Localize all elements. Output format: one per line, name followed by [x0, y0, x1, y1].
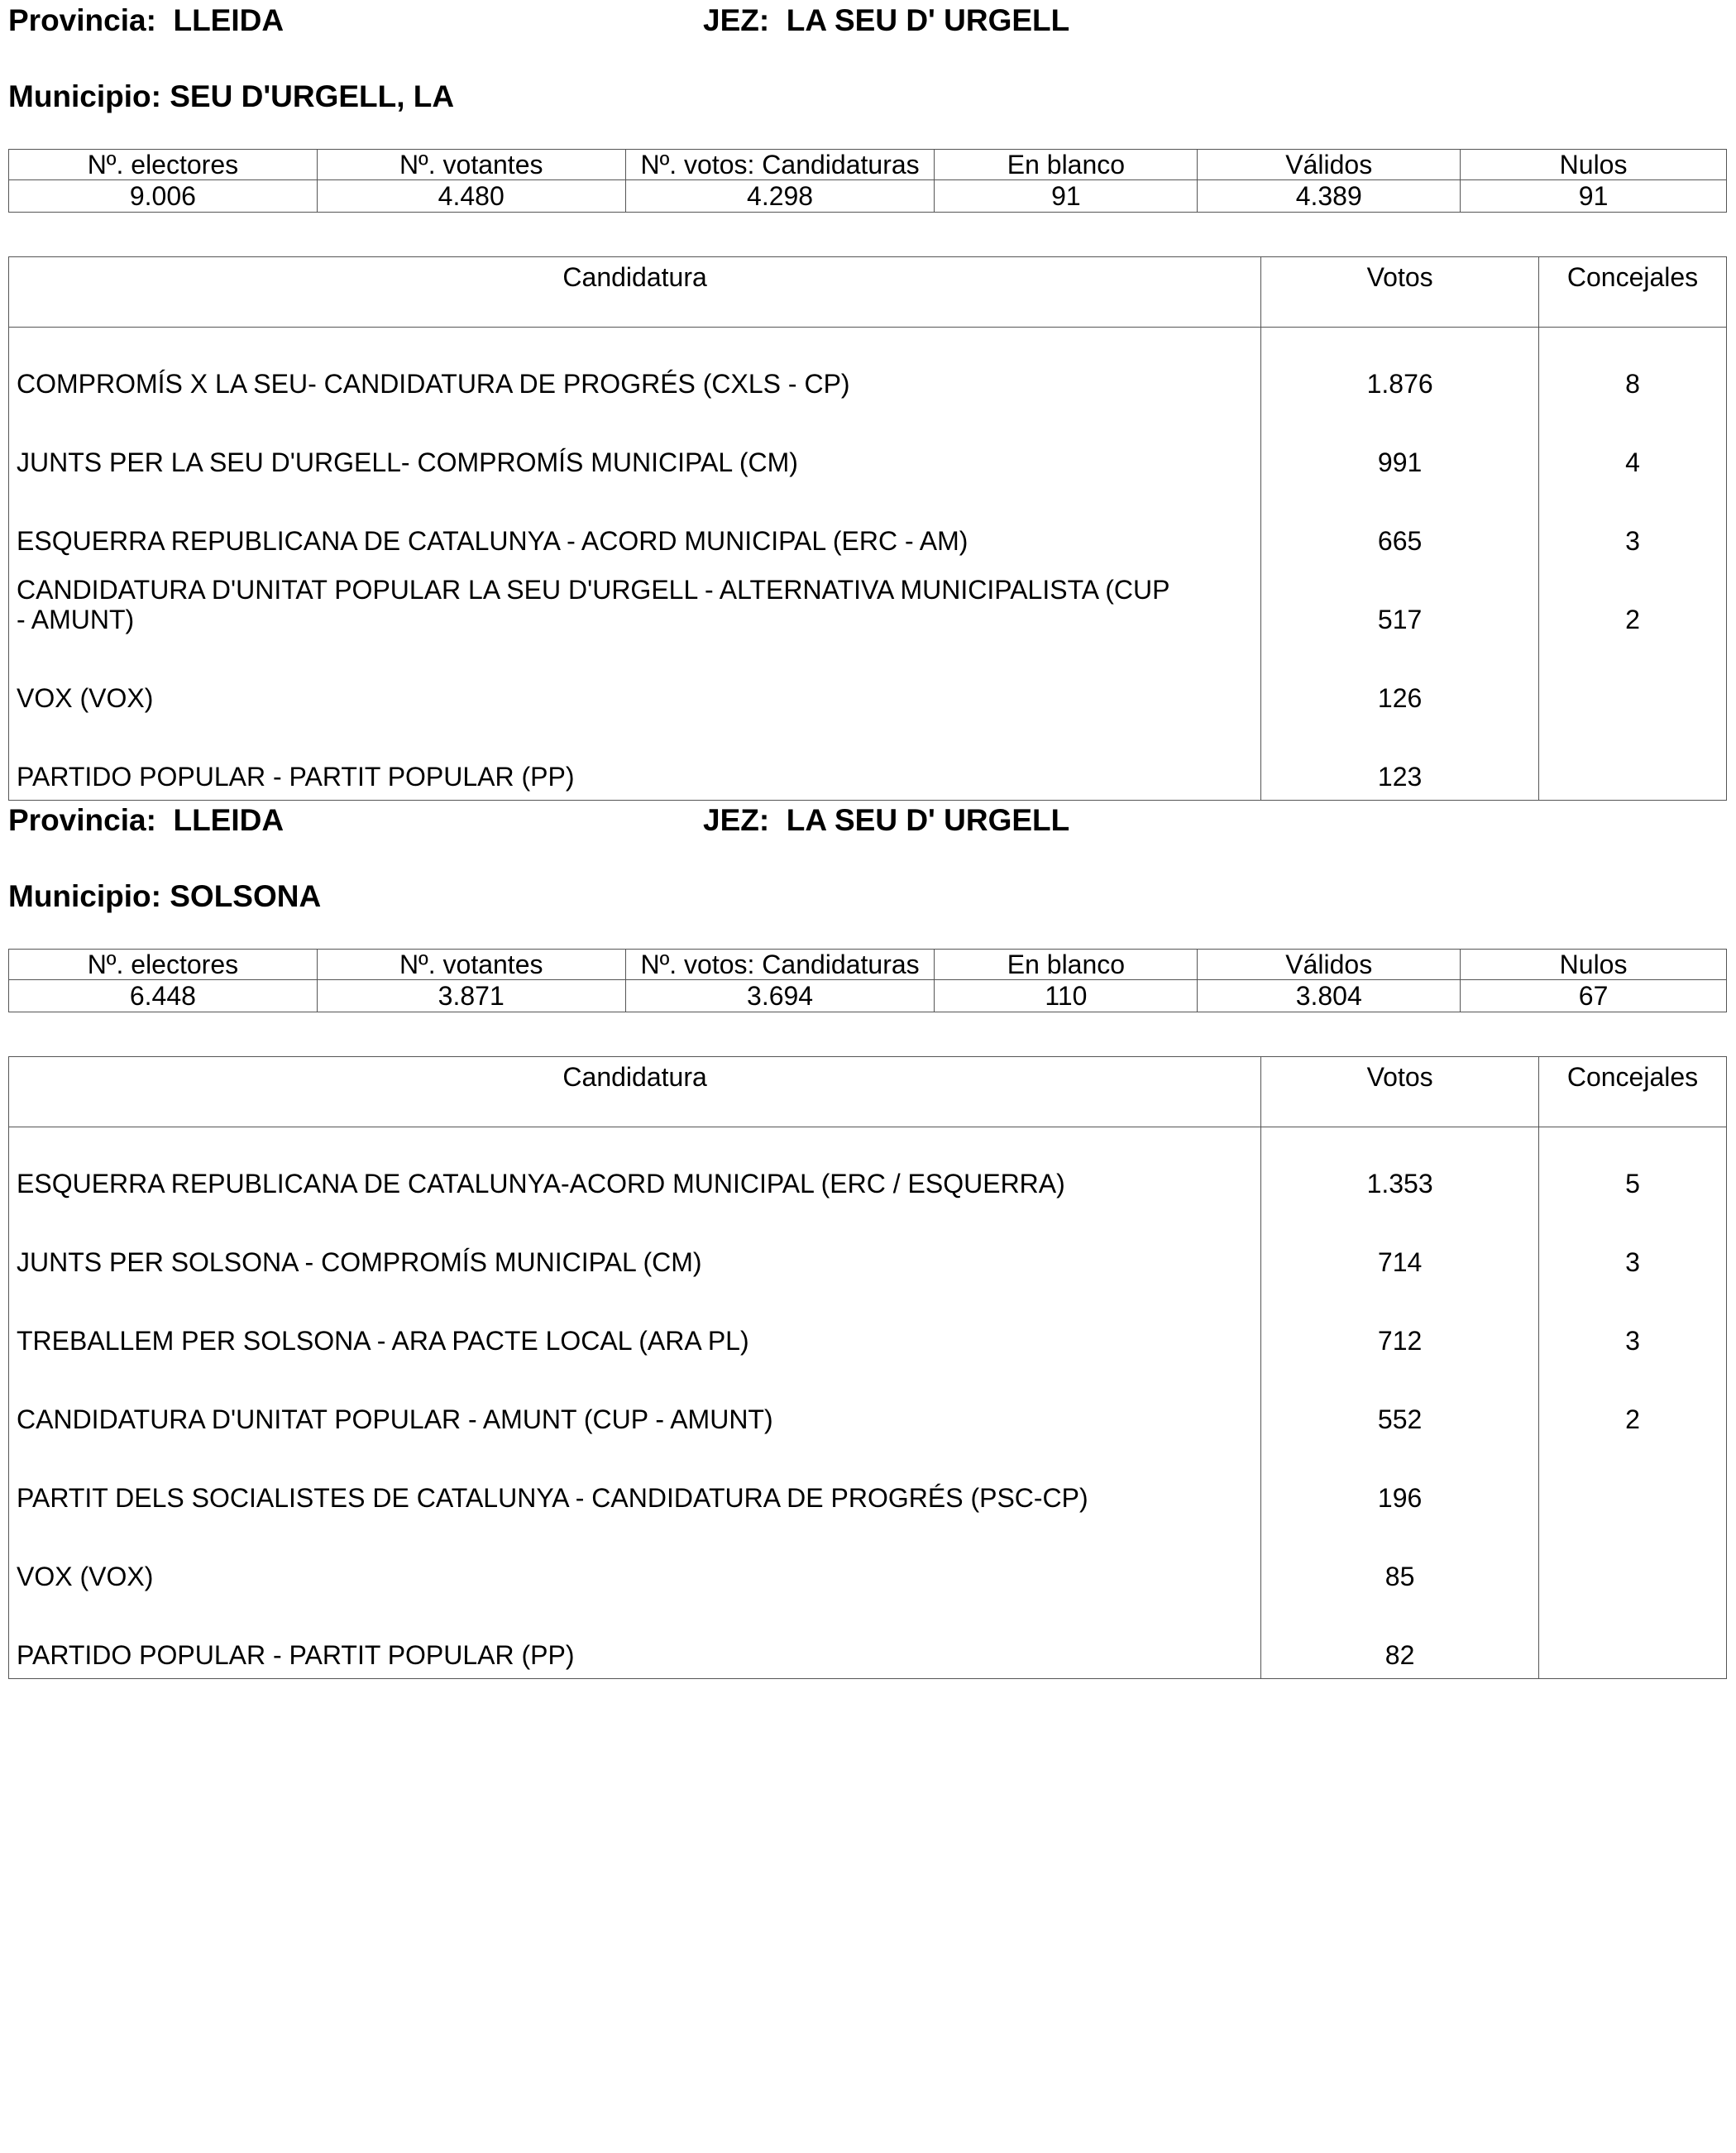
value-votos-candidaturas: 3.694	[625, 980, 935, 1012]
candidatura-votos: 82	[1261, 1600, 1539, 1679]
candidatura-name: JUNTS PER SOLSONA - COMPROMÍS MUNICIPAL (CM)	[17, 1247, 702, 1277]
table-row	[9, 643, 1727, 721]
candidatura-concejales: 2	[1539, 1364, 1727, 1443]
municipio-section	[8, 0, 1727, 798]
candidatura-votos: 1.876	[1261, 328, 1539, 408]
candidatura-votos: 196	[1261, 1443, 1539, 1521]
header-candidatura: Candidatura	[9, 257, 1261, 328]
summary-value-row	[9, 980, 1727, 1012]
table-row	[9, 486, 1727, 564]
provincia-heading	[8, 0, 284, 41]
value-votantes: 3.871	[317, 980, 625, 1012]
provincia-label: Provincia:	[8, 3, 156, 37]
candidatura-name: PARTIDO POPULAR - PARTIT POPULAR (PP)	[17, 762, 575, 792]
candidatura-concejales: 2	[1539, 564, 1727, 643]
value-en-blanco: 110	[935, 980, 1198, 1012]
summary-header-row	[9, 950, 1727, 980]
value-nulos: 91	[1461, 180, 1727, 213]
header-votos: Votos	[1261, 257, 1539, 328]
jez-label: JEZ:	[703, 803, 770, 837]
candidatura-name: ESQUERRA REPUBLICANA DE CATALUNYA - ACORD MUNICIPAL (ERC - AM)	[17, 526, 968, 556]
candidatura-concejales: 8	[1539, 328, 1727, 408]
header-electores: Nº. electores	[9, 950, 318, 980]
header-votantes: Nº. votantes	[317, 150, 625, 180]
candidatura-concejales	[1539, 643, 1727, 721]
summary-header-row	[9, 150, 1727, 180]
header-votos: Votos	[1261, 1057, 1539, 1127]
header-en-blanco: En blanco	[935, 150, 1198, 180]
header-concejales: Concejales	[1539, 1057, 1727, 1127]
candidatura-concejales	[1539, 1600, 1727, 1679]
header-validos: Válidos	[1198, 150, 1461, 180]
municipio-label: Municipio:	[8, 79, 161, 113]
jez-value: LA SEU D' URGELL	[786, 803, 1070, 837]
jez-label: JEZ:	[703, 3, 770, 37]
municipio-value: SOLSONA	[170, 879, 322, 913]
table-row	[9, 564, 1727, 643]
header-candidatura: Candidatura	[9, 1057, 1261, 1127]
candidatura-concejales	[1539, 721, 1727, 801]
candidatura-name: PARTIT DELS SOCIALISTES DE CATALUNYA - CANDIDATURA DE PROGRÉS (PSC-CP)	[17, 1483, 1088, 1513]
candidaturas-header-row	[9, 257, 1727, 328]
candidatura-concejales: 4	[1539, 407, 1727, 486]
header-votantes: Nº. votantes	[317, 950, 625, 980]
header-nulos: Nulos	[1461, 950, 1727, 980]
header-line	[8, 0, 1727, 41]
summary-value-row	[9, 180, 1727, 213]
provincia-label: Provincia:	[8, 803, 156, 837]
candidatura-concejales	[1539, 1521, 1727, 1600]
header-nulos: Nulos	[1461, 150, 1727, 180]
candidatura-concejales: 3	[1539, 1285, 1727, 1364]
table-row	[9, 1364, 1727, 1443]
candidatura-votos: 126	[1261, 643, 1539, 721]
table-row	[9, 1521, 1727, 1600]
municipio-label: Municipio:	[8, 879, 161, 913]
table-row	[9, 721, 1727, 801]
header-electores: Nº. electores	[9, 150, 318, 180]
candidatura-concejales: 3	[1539, 486, 1727, 564]
provincia-value: LLEIDA	[173, 803, 285, 837]
value-en-blanco: 91	[935, 180, 1198, 213]
candidatura-votos: 517	[1261, 564, 1539, 643]
candidatura-name: COMPROMÍS X LA SEU- CANDIDATURA DE PROGRÉS (CXLS - CP)	[17, 369, 850, 399]
header-line	[8, 800, 1727, 841]
value-validos: 4.389	[1198, 180, 1461, 213]
candidaturas-header-row	[9, 1057, 1727, 1127]
candidaturas-table	[8, 1056, 1727, 1679]
candidatura-name: VOX (VOX)	[17, 1562, 154, 1591]
candidatura-votos: 712	[1261, 1285, 1539, 1364]
header-en-blanco: En blanco	[935, 950, 1198, 980]
municipio-heading	[8, 76, 454, 117]
header-votos-candidaturas: Nº. votos: Candidaturas	[625, 950, 935, 980]
candidatura-name: PARTIDO POPULAR - PARTIT POPULAR (PP)	[17, 1640, 575, 1670]
candidatura-name: CANDIDATURA D'UNITAT POPULAR - AMUNT (CUP - AMUNT)	[17, 1404, 773, 1434]
provincia-value: LLEIDA	[173, 3, 285, 37]
value-votos-candidaturas: 4.298	[625, 180, 935, 213]
jez-heading	[703, 800, 1069, 841]
header-validos: Válidos	[1198, 950, 1461, 980]
summary-table	[8, 149, 1727, 213]
candidatura-votos: 552	[1261, 1364, 1539, 1443]
value-validos: 3.804	[1198, 980, 1461, 1012]
candidaturas-table	[8, 256, 1727, 801]
table-row	[9, 1443, 1727, 1521]
header-votos-candidaturas: Nº. votos: Candidaturas	[625, 150, 935, 180]
candidatura-votos: 1.353	[1261, 1127, 1539, 1208]
summary-table	[8, 949, 1727, 1012]
table-row	[9, 328, 1727, 408]
candidatura-votos: 123	[1261, 721, 1539, 801]
candidatura-name: TREBALLEM PER SOLSONA - ARA PACTE LOCAL (ARA PL)	[17, 1326, 749, 1356]
table-row	[9, 1127, 1727, 1208]
value-nulos: 67	[1461, 980, 1727, 1012]
table-row	[9, 407, 1727, 486]
provincia-heading	[8, 800, 284, 841]
candidatura-name: JUNTS PER LA SEU D'URGELL- COMPROMÍS MUNICIPAL (CM)	[17, 447, 798, 477]
value-electores: 9.006	[9, 180, 318, 213]
jez-value: LA SEU D' URGELL	[786, 3, 1070, 37]
candidatura-name: CANDIDATURA D'UNITAT POPULAR LA SEU D'URGELL - ALTERNATIVA MUNICIPALISTA (CUP - AMUNT)	[17, 575, 1169, 634]
candidatura-concejales	[1539, 1443, 1727, 1521]
candidatura-name: ESQUERRA REPUBLICANA DE CATALUNYA-ACORD MUNICIPAL (ERC / ESQUERRA)	[17, 1169, 1065, 1199]
candidatura-votos: 665	[1261, 486, 1539, 564]
candidatura-votos: 714	[1261, 1207, 1539, 1285]
table-row	[9, 1600, 1727, 1679]
table-row	[9, 1285, 1727, 1364]
candidatura-concejales: 5	[1539, 1127, 1727, 1208]
jez-heading	[703, 0, 1069, 41]
municipio-section	[8, 800, 1727, 1670]
candidatura-concejales: 3	[1539, 1207, 1727, 1285]
value-votantes: 4.480	[317, 180, 625, 213]
candidatura-votos: 85	[1261, 1521, 1539, 1600]
table-row	[9, 1207, 1727, 1285]
candidatura-votos: 991	[1261, 407, 1539, 486]
candidatura-name: VOX (VOX)	[17, 683, 154, 713]
value-electores: 6.448	[9, 980, 318, 1012]
header-concejales: Concejales	[1539, 257, 1727, 328]
municipio-value: SEU D'URGELL, LA	[170, 79, 455, 113]
municipio-heading	[8, 876, 321, 917]
